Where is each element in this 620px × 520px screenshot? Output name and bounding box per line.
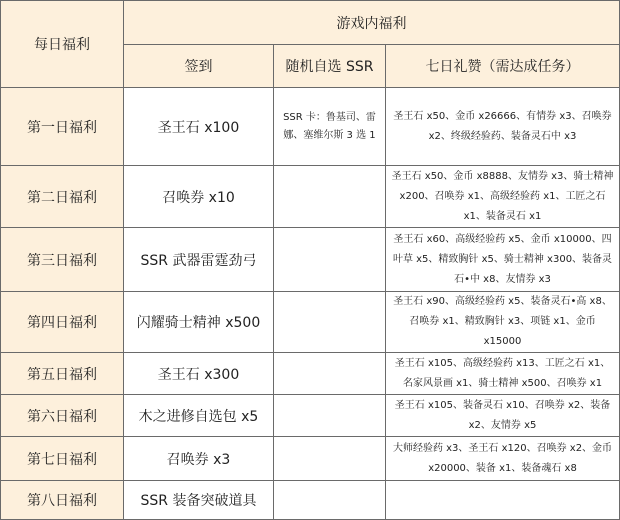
ssr-reward: SSR 卡：鲁基司、雷娜、塞维尔斯 3 选 1 [274,88,386,166]
ssr-reward [274,166,386,228]
table-row [1,353,620,395]
seven-day-reward [386,481,620,520]
day-label: 第五日福利 [1,353,124,395]
signin-reward: SSR 武器雷霆劲弓 [124,228,274,292]
header-seven-day: 七日礼赞（需达成任务） [386,45,620,88]
signin-reward: 闪耀骑士精神 x500 [124,292,274,353]
table-row [1,481,620,520]
table-row [1,437,620,481]
day-label: 第四日福利 [1,292,124,353]
ssr-reward [274,437,386,481]
seven-day-reward: 大师经验药 x3、圣王石 x120、召唤券 x2、金币 x20000、装备 x1、装备魂石 x8 [386,437,620,481]
signin-reward: SSR 装备突破道具 [124,481,274,520]
table-row [1,88,620,166]
header-ingame: 游戏内福利 [124,1,620,45]
signin-reward: 圣王石 x100 [124,88,274,166]
seven-day-reward: 圣王石 x105、装备灵石 x10、召唤券 x2、装备 x2、友情券 x5 [386,395,620,437]
signin-reward: 召唤券 x3 [124,437,274,481]
table-row [1,292,620,353]
seven-day-reward: 圣王石 x50、金币 x8888、友情券 x3、骑士精神 x200、召唤券 x1、高级经验药 x1、工匠之石 x1、装备灵石 x1 [386,166,620,228]
signin-reward: 圣王石 x300 [124,353,274,395]
seven-day-reward: 圣王石 x50、金币 x26666、有情券 x3、召唤券 x2、终级经验药、装备灵石中 x3 [386,88,620,166]
signin-reward: 木之进修自选包 x5 [124,395,274,437]
ssr-reward [274,228,386,292]
seven-day-reward: 圣王石 x105、高级经验药 x13、工匠之石 x1、名家风景画 x1、骑士精神 x500、召唤券 x1 [386,353,620,395]
header-daily: 每日福利 [1,1,124,88]
day-label: 第二日福利 [1,166,124,228]
table-row [1,395,620,437]
day-label: 第六日福利 [1,395,124,437]
day-label: 第七日福利 [1,437,124,481]
seven-day-reward: 圣王石 x90、高级经验药 x5、装备灵石•高 x8、召唤券 x1、精致胸针 x3、项链 x1、金币 x15000 [386,292,620,353]
header-signin: 签到 [124,45,274,88]
ssr-reward [274,353,386,395]
ssr-reward [274,292,386,353]
day-label: 第八日福利 [1,481,124,520]
table-row [1,228,620,292]
day-label: 第一日福利 [1,88,124,166]
seven-day-reward: 圣王石 x60、高级经验药 x5、金币 x10000、四叶草 x5、精致胸针 x5、骑士精神 x300、装备灵石•中 x8、友情券 x3 [386,228,620,292]
signin-reward: 召唤券 x10 [124,166,274,228]
header-random-ssr: 随机自选 SSR [274,45,386,88]
ssr-reward [274,481,386,520]
day-label: 第三日福利 [1,228,124,292]
table-row [1,166,620,228]
ssr-reward [274,395,386,437]
